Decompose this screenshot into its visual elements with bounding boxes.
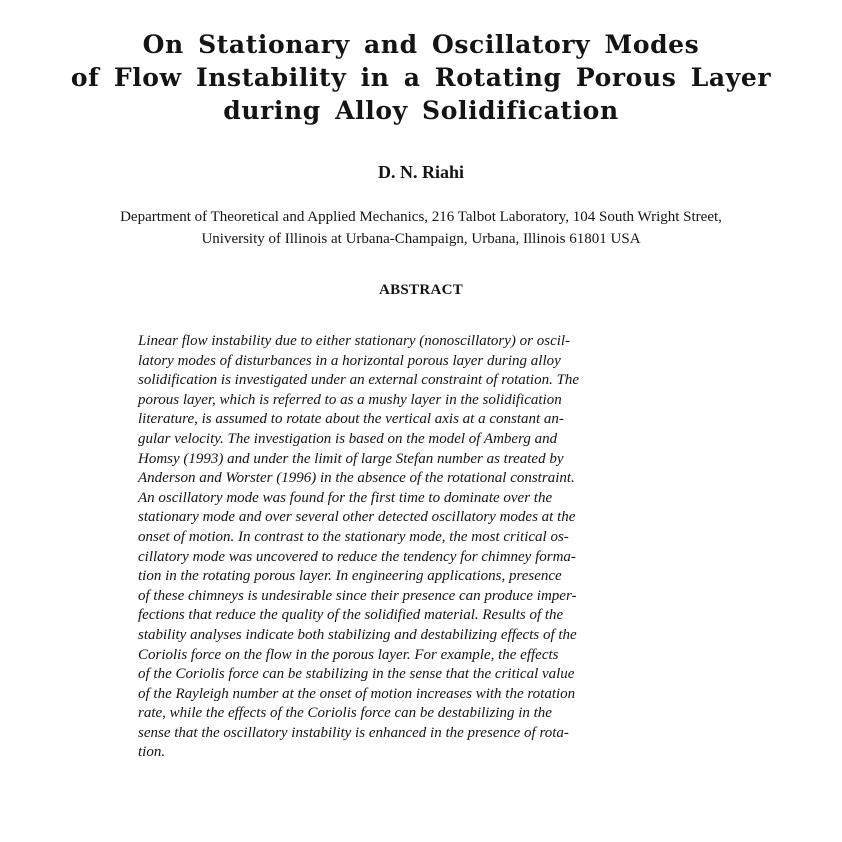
abstract-line: gular velocity. The investigation is based on the model of Amberg and <box>138 430 558 447</box>
abstract-line: tion. <box>138 744 166 761</box>
abstract-line: An oscillatory mode was found for the first time to dominate over the <box>138 489 553 506</box>
abstract-line: rate, while the effects of the Coriolis force can be destabilizing in the <box>138 705 552 722</box>
affiliation-line: University of Illinois at Urbana-Champaign, Urbana, Illinois 61801 USA <box>201 231 641 247</box>
abstract-line: onset of motion. In contrast to the stationary mode, the most critical os- <box>138 528 569 545</box>
abstract-line: Coriolis force on the flow in the porous layer. For example, the effects <box>138 646 559 663</box>
abstract-heading: ABSTRACT <box>378 282 464 298</box>
author-name: D. N. Riahi <box>377 162 464 182</box>
abstract-line: tion in the rotating porous layer. In engineering applications, presence <box>138 568 562 585</box>
author-affiliation <box>0 206 842 250</box>
abstract-line: latory modes of disturbances in a horizontal porous layer during alloy <box>138 352 561 369</box>
abstract-line: solidification is investigated under an external constraint of rotation. The <box>138 372 580 389</box>
title-line: of Flow Instability in a Rotating Porous Layer <box>70 63 772 92</box>
abstract-line: Anderson and Worster (1996) in the absence of the rotational constraint. <box>138 470 575 487</box>
paper-title <box>0 28 842 127</box>
abstract-line: stationary mode and over several other detected oscillatory modes at the <box>138 509 576 526</box>
abstract-line: literature, is assumed to rotate about the vertical axis at a constant an- <box>138 411 564 428</box>
abstract-line: cillatory mode was uncovered to reduce the tendency for chimney forma- <box>138 548 576 565</box>
abstract-body <box>138 332 698 763</box>
abstract-line: sense that the oscillatory instability is enhanced in the presence of rota- <box>138 724 569 741</box>
abstract-line: of these chimneys is undesirable since their presence can produce imper- <box>138 587 577 604</box>
abstract-line: fections that reduce the quality of the solidified material. Results of the <box>138 607 564 624</box>
affiliation-line: Department of Theoretical and Applied Mechanics, 216 Talbot Laboratory, 104 South Wright Street, <box>120 209 722 225</box>
title-line: during Alloy Solidification <box>223 96 619 125</box>
abstract-line: Linear flow instability due to either stationary (nonoscillatory) or oscil- <box>138 333 571 349</box>
abstract-line: porous layer, which is referred to as a mushy layer in the solidification <box>138 391 562 408</box>
abstract-line: of the Rayleigh number at the onset of motion increases with the rotation <box>138 685 576 702</box>
abstract-line: Homsy (1993) and under the limit of large Stefan number as treated by <box>138 450 564 467</box>
abstract-line: of the Coriolis force can be stabilizing in the sense that the critical value <box>138 666 575 683</box>
title-line: On Stationary and Oscillatory Modes <box>142 30 700 59</box>
abstract-line: stability analyses indicate both stabilizing and destabilizing effects of the <box>138 626 577 643</box>
